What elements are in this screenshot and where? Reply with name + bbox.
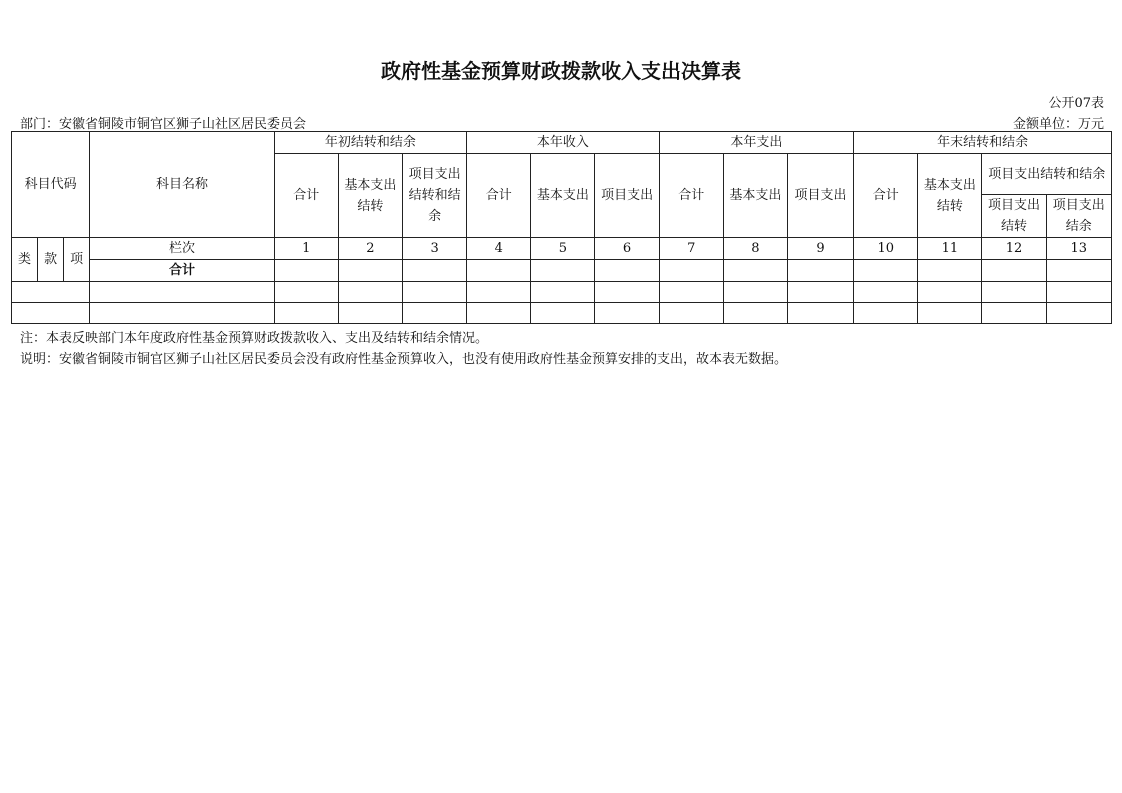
table-cell: [12, 303, 90, 324]
table-cell: [90, 282, 274, 303]
amount-unit-label: 金额单位：万元: [1012, 117, 1104, 132]
col-header-total: 合计: [659, 154, 723, 238]
table-cell: [403, 260, 467, 282]
col-number: 2: [338, 238, 402, 260]
col-header-total: 合计: [854, 154, 918, 238]
column-index-row: [12, 238, 1112, 260]
table-note: 注：本表反映部门本年度政府性基金预算财政拨款收入、支出及结转和结余情况。: [20, 331, 489, 346]
col-number: 5: [531, 238, 595, 260]
col-header-project-carry: 项目支出结转: [982, 195, 1046, 238]
table-cell: [274, 260, 338, 282]
group-header-closing: 年末结转和结余: [854, 132, 1112, 154]
col-number: 3: [403, 238, 467, 260]
table-cell: [531, 260, 595, 282]
col-number: 10: [854, 238, 918, 260]
form-code: 公开07表: [1048, 96, 1104, 111]
total-row-label: 合计: [90, 260, 274, 282]
table-cell: [854, 260, 918, 282]
table-cell: [918, 303, 982, 324]
table-cell: [1046, 303, 1111, 324]
code-part-item: 项: [64, 238, 90, 282]
table-cell: [467, 282, 531, 303]
code-part-class: 类: [12, 238, 38, 282]
table-cell: [467, 303, 531, 324]
col-header-basic-expense: 基本支出: [531, 154, 595, 238]
table-cell: [787, 282, 853, 303]
table-cell: [338, 282, 402, 303]
col-number: 9: [787, 238, 853, 260]
table-cell: [1046, 260, 1111, 282]
subject-code-header: 科目代码: [12, 132, 90, 238]
table-cell: [854, 303, 918, 324]
col-number: 1: [274, 238, 338, 260]
col-header-basic-carry: 基本支出结转: [918, 154, 982, 238]
table-cell: [918, 260, 982, 282]
table-cell: [723, 260, 787, 282]
table-cell: [467, 260, 531, 282]
table-cell: [403, 282, 467, 303]
table-cell: [787, 260, 853, 282]
total-row: [12, 260, 1112, 282]
col-header-project-expense: 项目支出: [595, 154, 659, 238]
header-row-1: [12, 132, 1112, 154]
group-header-expense: 本年支出: [659, 132, 854, 154]
subject-name-header: 科目名称: [90, 132, 274, 238]
code-part-section: 款: [38, 238, 64, 282]
col-header-total: 合计: [274, 154, 338, 238]
col-number: 12: [982, 238, 1046, 260]
table-cell: [723, 282, 787, 303]
department-label: 部门：安徽省铜陵市铜官区狮子山社区居民委员会: [20, 117, 307, 132]
col-header-project-carry-surplus: 项目支出结转和结余: [403, 154, 467, 238]
table-cell: [659, 260, 723, 282]
col-number: 6: [595, 238, 659, 260]
col-number: 4: [467, 238, 531, 260]
table-cell: [982, 303, 1046, 324]
table-cell: [338, 260, 402, 282]
col-header-basic-carry: 基本支出结转: [338, 154, 402, 238]
table-cell: [531, 303, 595, 324]
table-cell: [723, 303, 787, 324]
row-index-label: 栏次: [90, 238, 274, 260]
table-cell: [854, 282, 918, 303]
table-cell: [274, 282, 338, 303]
table-cell: [918, 282, 982, 303]
table-explanation: 说明：安徽省铜陵市铜官区狮子山社区居民委员会没有政府性基金预算收入，也没有使用政府性基金预算安排的支出，故本表无数据。: [20, 352, 788, 367]
group-header-income: 本年收入: [467, 132, 659, 154]
table-cell: [595, 260, 659, 282]
table-cell: [982, 282, 1046, 303]
table-cell: [338, 303, 402, 324]
table-cell: [12, 282, 90, 303]
col-header-project-surplus: 项目支出结余: [1046, 195, 1111, 238]
budget-table: [11, 131, 1112, 324]
table-cell: [595, 282, 659, 303]
table-cell: [274, 303, 338, 324]
table-cell: [531, 282, 595, 303]
table-cell: [90, 303, 274, 324]
col-header-project-expense: 项目支出: [787, 154, 853, 238]
table-cell: [787, 303, 853, 324]
col-number: 8: [723, 238, 787, 260]
col-number: 7: [659, 238, 723, 260]
col-header-project-expense-carry-surplus: 项目支出结转和结余: [982, 154, 1112, 195]
col-number: 13: [1046, 238, 1111, 260]
col-header-basic-expense: 基本支出: [723, 154, 787, 238]
table-cell: [403, 303, 467, 324]
table-row: [12, 303, 1112, 324]
table-cell: [659, 303, 723, 324]
table-cell: [595, 303, 659, 324]
table-cell: [982, 260, 1046, 282]
group-header-opening: 年初结转和结余: [274, 132, 466, 154]
table-cell: [1046, 282, 1111, 303]
col-number: 11: [918, 238, 982, 260]
col-header-total: 合计: [467, 154, 531, 238]
report-title: 政府性基金预算财政拨款收入支出决算表: [381, 59, 741, 83]
table-cell: [659, 282, 723, 303]
table-row: [12, 282, 1112, 303]
